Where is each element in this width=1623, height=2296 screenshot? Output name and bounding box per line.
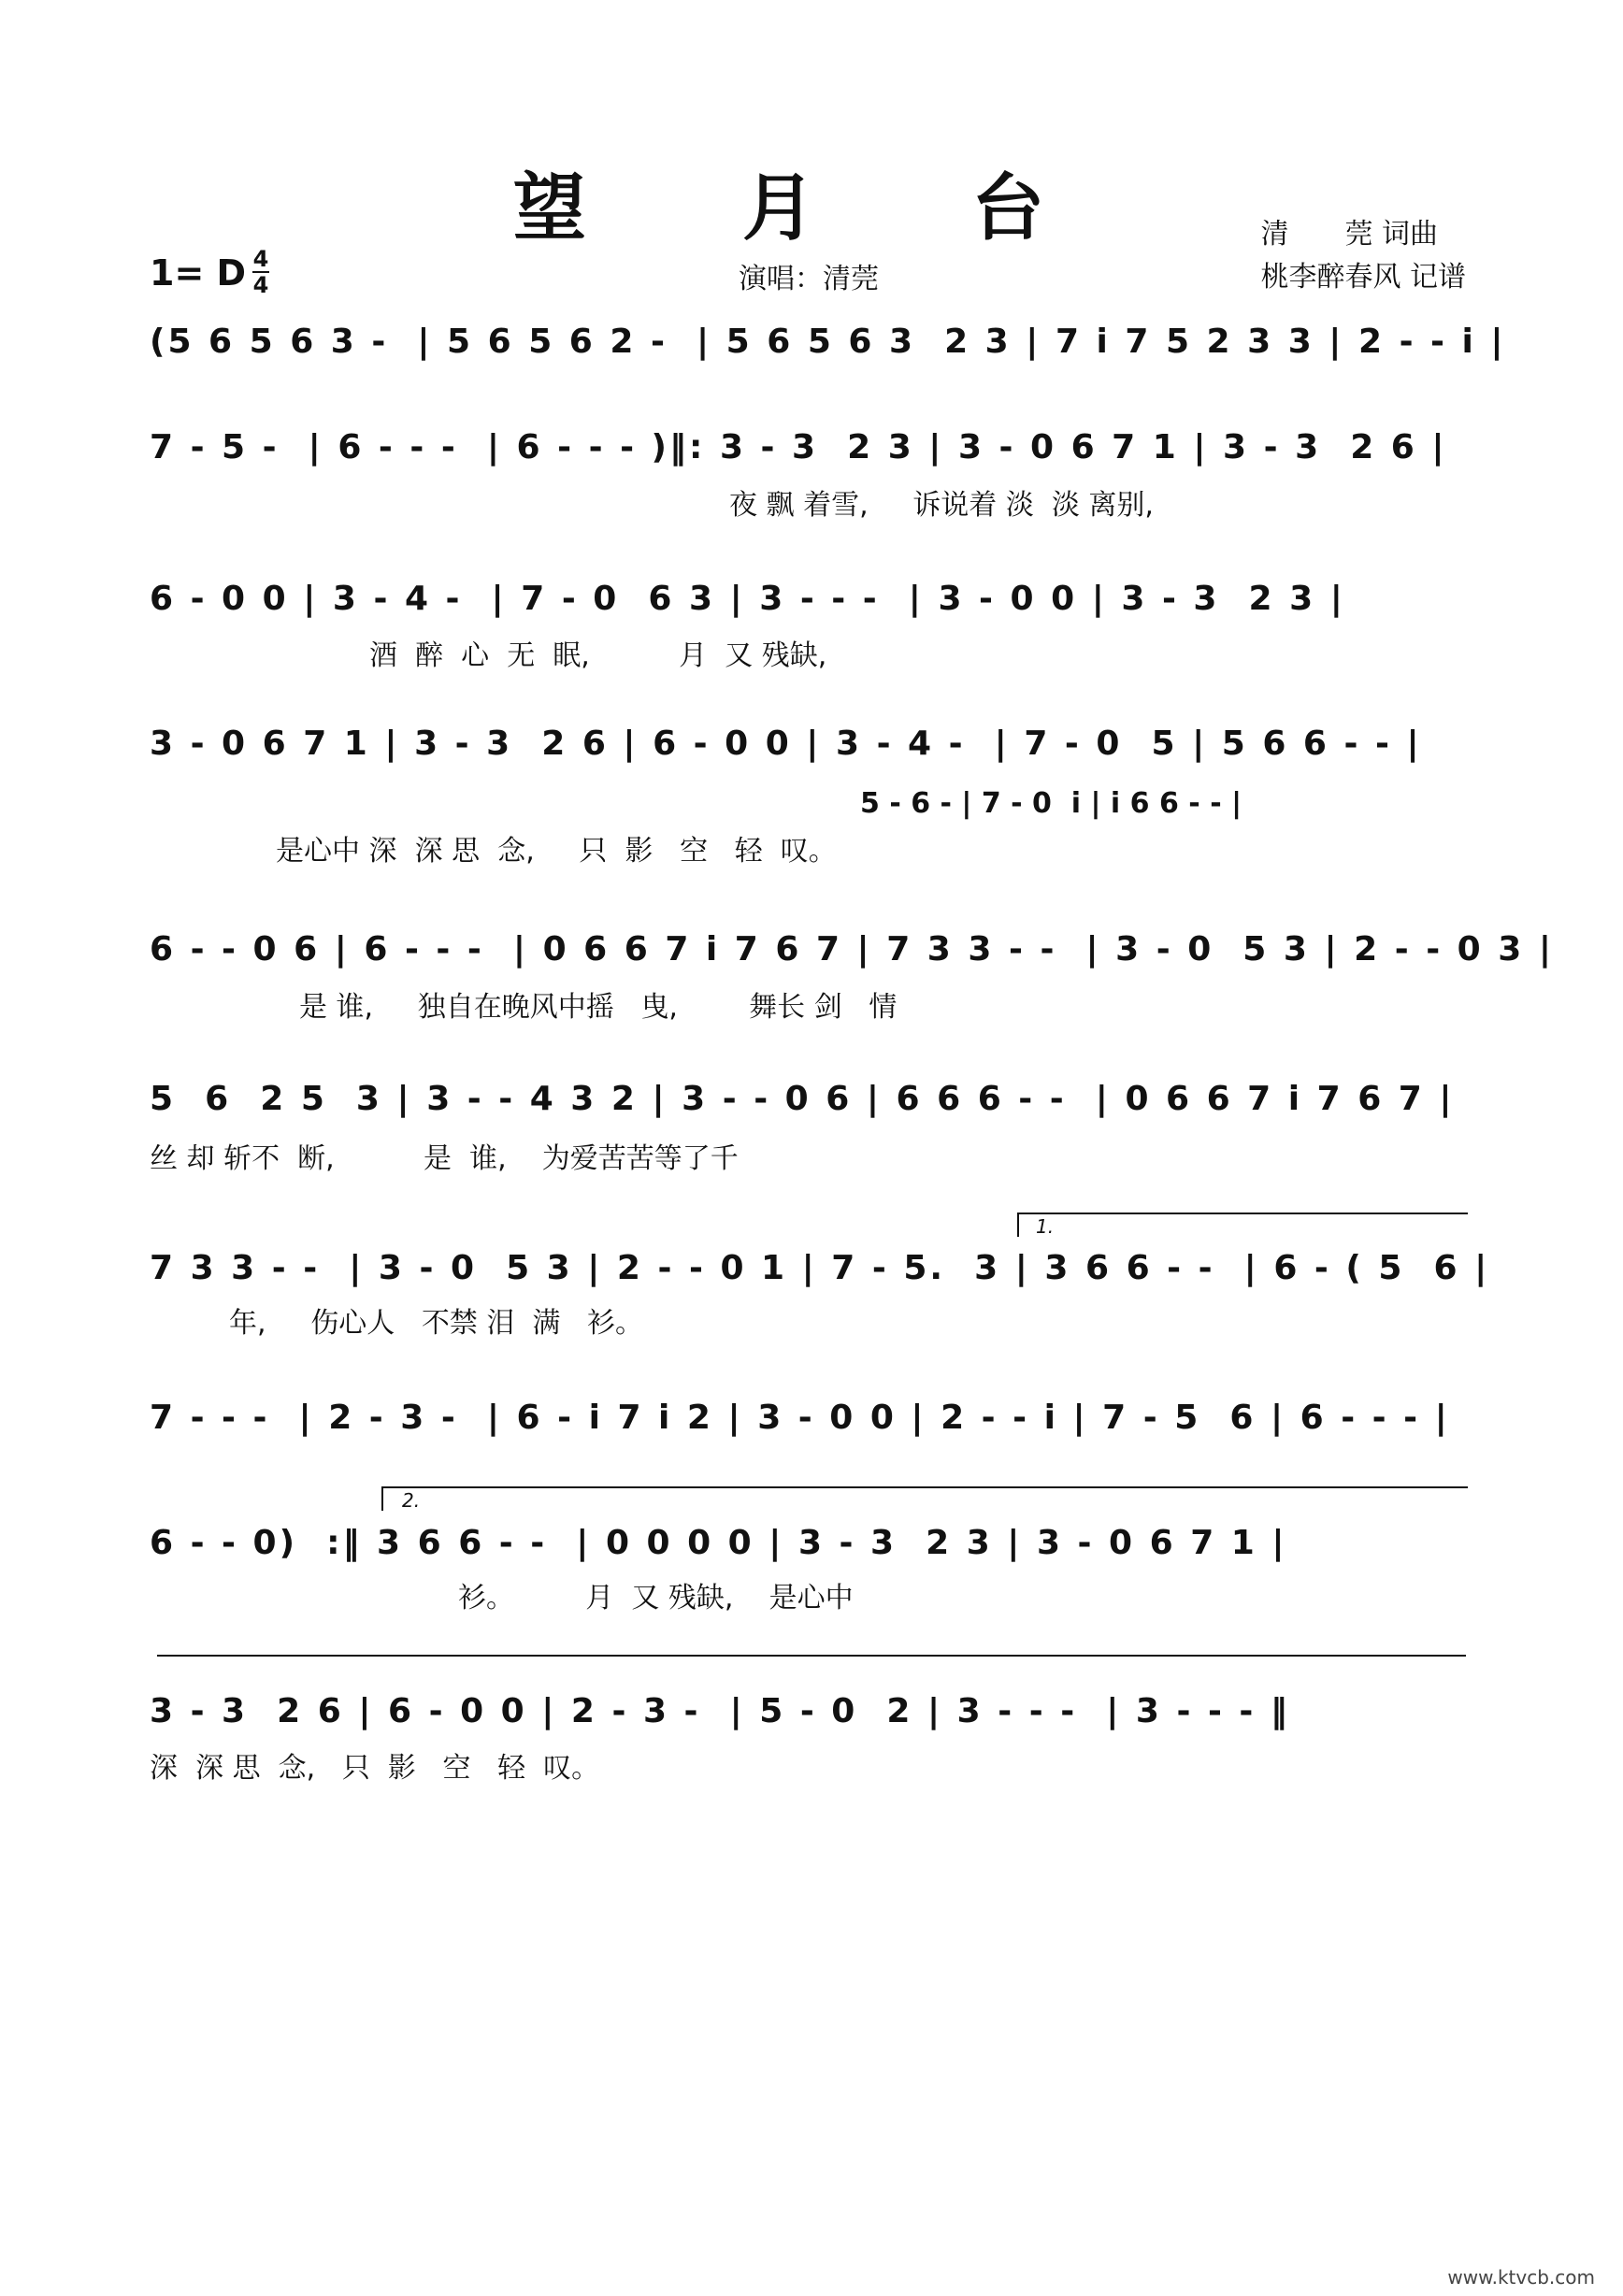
score-row-9-notes: 6 - - 0) :‖ 3 6 6 - - | 0 0 0 0 | 3 - 3 2 3 | 3 - 0 6 7 1 | (150, 1524, 1287, 1562)
score-row-10-notes: 3 - 3 2 6 | 6 - 0 0 | 2 - 3 - | 5 - 0 2 | 3 - - - | 3 - - - ‖ (150, 1692, 1290, 1730)
key-signature: 1= D (150, 252, 247, 294)
time-signature-bottom: 4 (252, 272, 269, 298)
volta-1-label: 1. (1036, 1215, 1055, 1238)
credits (1260, 213, 1466, 299)
score-row-3-notes: 6 - 0 0 | 3 - 4 - | 7 - 0 6 3 | 3 - - - | 3 - 0 0 | 3 - 3 2 3 | (150, 580, 1345, 618)
score-row-7-notes: 7 3 3 - - | 3 - 0 5 3 | 2 - - 0 1 | 7 - 5. 3 | 3 6 6 - - | 6 - ( 5 6 | (150, 1249, 1490, 1287)
score-row-7-lyrics: 年, 伤心人 不禁 泪 满 衫。 (229, 1307, 644, 1340)
time-signature-top: 4 (252, 246, 269, 272)
song-title: 望 月 台 (512, 165, 1111, 251)
volta-2-label: 2. (402, 1489, 421, 1512)
score-row-5-lyrics: 是 谁, 独自在晚风中摇 曳, 舞长 剑 情 (299, 991, 898, 1024)
composer-credit: 清 莞 词曲 (1260, 218, 1438, 251)
final-system-line (157, 1655, 1466, 1657)
singer-credit: 演唱：清莞 (739, 263, 879, 295)
volta-1-bracket (1017, 1213, 1468, 1237)
score-row-9-lyrics: 衫。 月 又 残缺, 是心中 (458, 1582, 854, 1614)
time-signature (252, 247, 269, 297)
score-row-2-lyrics: 夜 飘 着雪, 诉说着 淡 淡 离别, (729, 489, 1154, 522)
score-row-1-notes: (5 6 5 6 3 - | 5 6 5 6 2 - | 5 6 5 6 3 2 3 | 7 i 7 5 2 3 3 | 2 - - i | (150, 323, 1506, 361)
site-watermark: www.ktvcb.com (1447, 2266, 1595, 2289)
second-voice-line: 5 - 6 - | 7 - 0 i | i 6 6 - - | (860, 787, 1242, 820)
score-row-5-notes: 6 - - 0 6 | 6 - - - | 0 6 6 7 i 7 6 7 | 7 3 3 - - | 3 - 0 5 3 | 2 - - 0 3 | (150, 930, 1554, 969)
score-row-4-notes: 3 - 0 6 7 1 | 3 - 3 2 6 | 6 - 0 0 | 3 - 4 - | 7 - 0 5 | 5 6 6 - - | (150, 725, 1422, 763)
score-row-3-lyrics: 酒 醉 心 无 眠, 月 又 残缺, (369, 639, 827, 672)
score-row-2-notes: 7 - 5 - | 6 - - - | 6 - - - )‖: 3 - 3 2 3 | 3 - 0 6 7 1 | 3 - 3 2 6 | (150, 428, 1447, 466)
score-row-8-notes: 7 - - - | 2 - 3 - | 6 - i 7 i 2 | 3 - 0 0 | 2 - - i | 7 - 5 6 | 6 - - - | (150, 1399, 1450, 1437)
score-row-10-lyrics: 深 深 思 念, 只 影 空 轻 叹。 (150, 1752, 600, 1785)
transcriber-credit: 桃李醉春风 记谱 (1260, 261, 1466, 294)
score-row-6-notes: 5 6 2 5 3 | 3 - - 4 3 2 | 3 - - 0 6 | 6 6 6 - - | 0 6 6 7 i 7 6 7 | (150, 1080, 1455, 1118)
score-row-4-lyrics: 是心中 深 深 思 念, 只 影 空 轻 叹。 (276, 835, 837, 868)
score-row-6-lyrics: 丝 却 斩不 断, 是 谁, 为爱苦苦等了千 (150, 1142, 739, 1175)
volta-2-bracket (381, 1486, 1468, 1511)
